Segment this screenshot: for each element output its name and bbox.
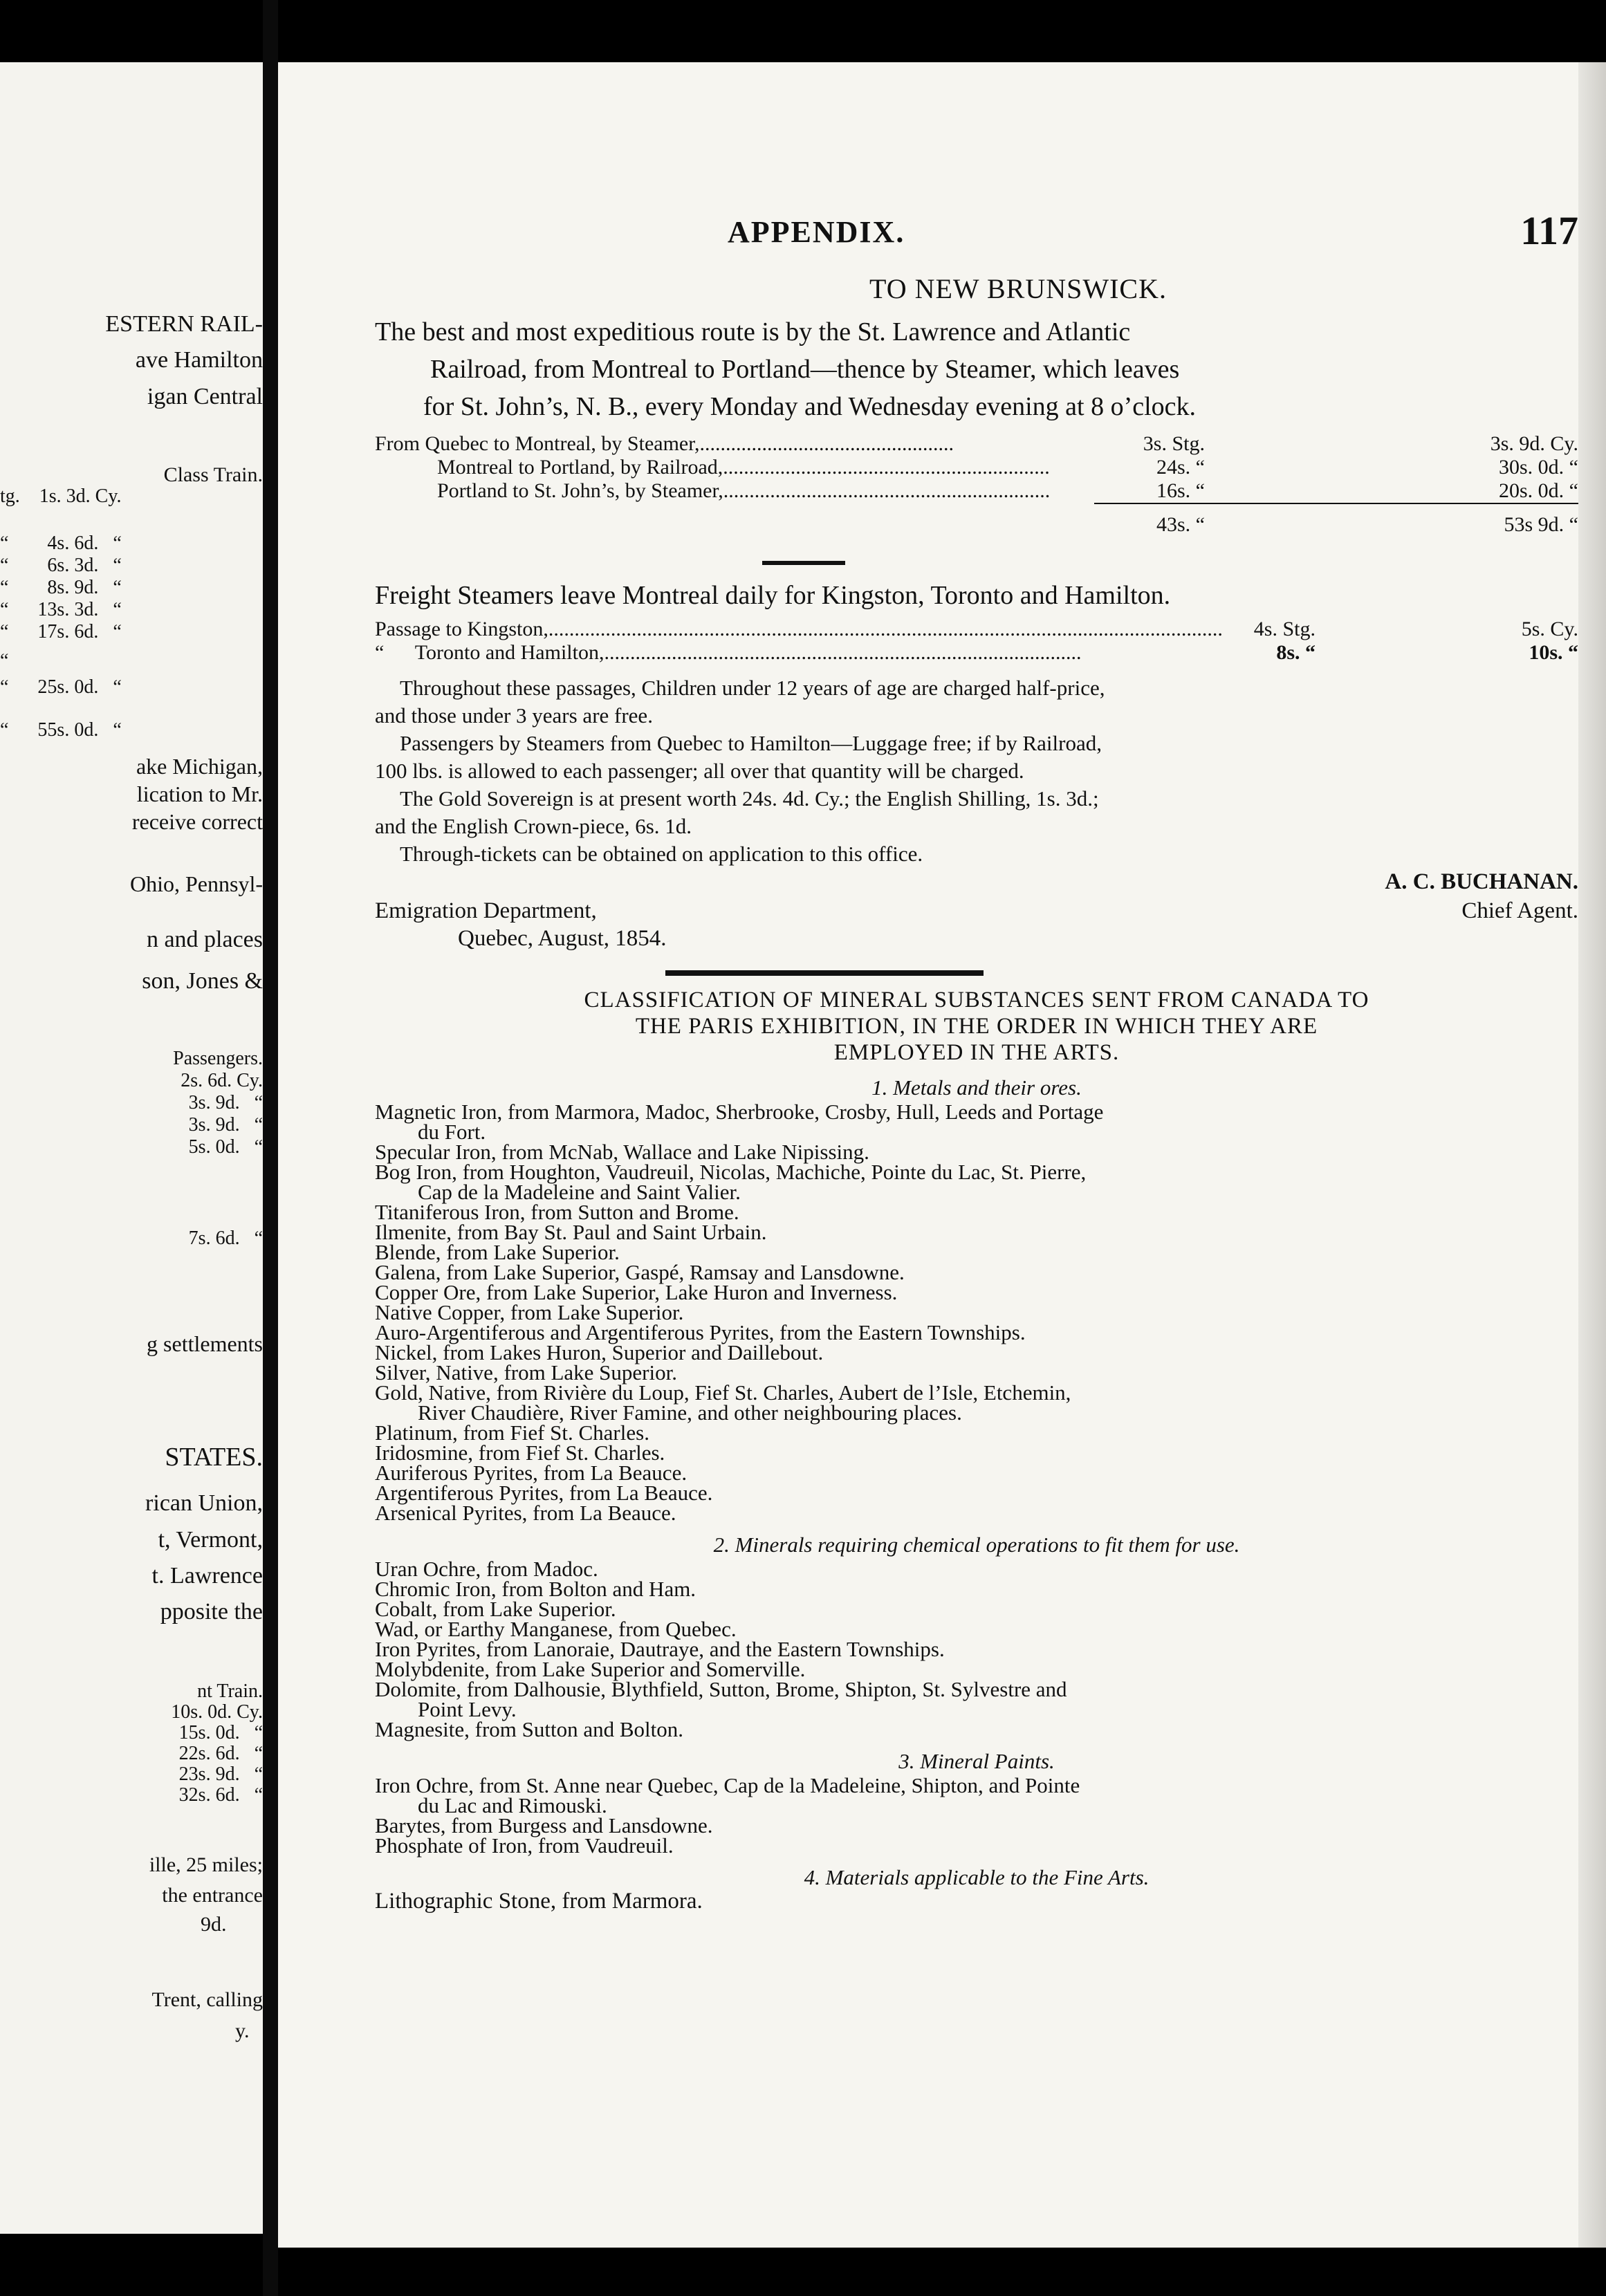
left-line: t. Lawrence [151,1563,263,1589]
intro-line: Railroad, from Montreal to Portland—thence by Steamer, which leaves [430,355,1180,384]
page-number: 117 [1520,208,1578,253]
running-head-title: APPENDIX. [728,215,905,249]
mineral-item: Wad, or Earthy Manganese, from Quebec. [375,1617,737,1641]
classification-title [375,987,1578,1066]
fare-table-new-brunswick [375,432,1578,546]
mineral-item-cont: Cap de la Madeleine and Saint Valier. [418,1180,741,1204]
mineral-item: Dolomite, from Dalhousie, Blythfield, Sutton, Brome, Shipton, St. Sylvestre and [375,1677,1067,1701]
note-line: and those under 3 years are free. [375,703,653,728]
fare-row: Passage to Kingston,.................................................................................................................................. 4s. Stg. 5s. Cy. [375,618,1578,640]
mineral-item: Lithographic Stone, from Marmora. [375,1889,703,1914]
fare-table-freight [375,618,1578,665]
left-line: “ 13s. 3d. “ [0,599,122,620]
fare-row: “ Toronto and Hamilton,............................................................................................ 8s. “ 10s. “ [375,641,1578,664]
fare-route: Portland to St. John’s, by Steamer, [437,479,723,502]
left-line: 3s. 9d. “ [188,1092,263,1113]
mineral-item-cont: River Chaudière, River Famine, and other neighbouring places. [418,1400,962,1425]
fare-route: Passage to Kingston, [375,618,548,640]
fare-cy: 3s. 9d. Cy. [1490,432,1578,455]
left-line: 15s. 0d. “ [178,1722,263,1743]
left-line: 23s. 9d. “ [178,1763,263,1785]
signature-title: Chief Agent. [1461,898,1578,923]
mineral-item: Cobalt, from Lake Superior. [375,1597,616,1621]
mineral-item: Platinum, from Fief St. Charles. [375,1420,649,1445]
class-title-line: CLASSIFICATION OF MINERAL SUBSTANCES SENT FROM CANADA TO [584,988,1369,1012]
mineral-item: Nickel, from Lakes Huron, Superior and Daillebout. [375,1340,824,1364]
mineral-item-cont: du Fort. [418,1120,486,1144]
left-line: STATES. [165,1443,263,1472]
left-line: g settlements [147,1331,263,1356]
fare-stg: 24s. “ [1156,456,1205,479]
left-line: 32s. 6d. “ [178,1784,263,1806]
left-line: “ 8s. 9d. “ [0,577,122,598]
mineral-item: Titaniferous Iron, from Sutton and Brome. [375,1200,739,1224]
mineral-item: Iridosmine, from Fief St. Charles. [375,1441,665,1465]
note-line: Throughout these passages, Children under 12 years of age are charged half-price, [400,676,1105,700]
left-line: Passengers. [173,1048,263,1069]
left-line: son, Jones & [142,968,263,994]
mineral-item: Uran Ochre, from Madoc. [375,1557,598,1581]
section-divider-bold [665,970,984,976]
left-line: “ 4s. 6d. “ [0,533,122,554]
mineral-item: Chromic Iron, from Bolton and Ham. [375,1577,696,1601]
left-line: lication to Mr. [136,781,263,806]
mineral-item: Gold, Native, from Rivière du Loup, Fief St. Charles, Aubert de l’Isle, Etchemin, [375,1380,1071,1405]
left-line: Ohio, Pennsyl- [130,871,263,896]
fare-cy: 5s. Cy. [1521,618,1578,640]
subsection-heading: 1. Metals and their ores. [871,1075,1082,1100]
mineral-item: Blende, from Lake Superior. [375,1240,620,1264]
fare-row: From Quebec to Montreal, by Steamer,................................................. 3s. Stg. 3s. 9d. Cy. [375,432,1578,455]
intro-line: The best and most expeditious route is by the St. Lawrence and Atlantic [375,317,1131,346]
left-line: Trent, calling [151,1988,263,2011]
note-line: and the English Crown-piece, 6s. 1d. [375,814,692,838]
left-line: n and places [146,927,263,952]
note-line: Passengers by Steamers from Quebec to Hamilton—Luggage free; if by Railroad, [400,731,1102,755]
fare-row: Montreal to Portland, by Railroad,............................................................... 24s. “ 30s. 0d. “ [437,456,1578,479]
page-edge-shadow [1578,62,1606,2248]
mineral-item: Ilmenite, from Bay St. Paul and Saint Urbain. [375,1220,767,1244]
left-line: ave Hamilton [135,347,263,373]
left-page-fragment [0,62,263,2234]
fare-stg: 4s. Stg. [1253,618,1316,640]
running-header [375,207,1578,263]
section-title-new-brunswick: TO NEW BRUNSWICK. [869,273,1167,304]
fare-total-row [375,503,1578,546]
left-line: rican Union, [145,1490,263,1516]
left-line: tg. 1s. 3d. Cy. [0,485,122,507]
subsection-heading: 4. Materials applicable to the Fine Arts. [804,1865,1150,1889]
fare-cy: 20s. 0d. “ [1205,479,1578,503]
signature-block [375,868,1578,958]
mineral-item: Copper Ore, from Lake Superior, Lake Huron and Inverness. [375,1280,898,1304]
fare-stg: 16s. “ [1094,479,1205,503]
page-117 [278,62,1606,2248]
mineral-item: Iron Ochre, from St. Anne near Quebec, Cap de la Madeleine, Shipton, and Pointe [375,1773,1080,1797]
left-line: 5s. 0d. “ [188,1136,263,1158]
mineral-item: Native Copper, from Lake Superior. [375,1300,684,1324]
mineral-item-cont: Point Levy. [418,1697,517,1721]
mineral-list-2 [375,1559,1578,1739]
mineral-item: Bog Iron, from Houghton, Vaudreuil, Nicolas, Machiche, Pointe du Lac, St. Pierre, [375,1160,1087,1184]
left-line: 2s. 6d. Cy. [181,1070,263,1091]
left-line: 22s. 6d. “ [178,1743,263,1764]
mineral-list-1 [375,1102,1578,1523]
left-line: “ [0,650,9,672]
left-line: 9d. [201,1913,227,1936]
left-line: “ 55s. 0d. “ [0,719,122,741]
fare-cy: 10s. “ [1529,641,1578,664]
subsection-heading: 3. Mineral Paints. [898,1749,1055,1773]
fare-cy: 30s. 0d. “ [1499,456,1578,479]
mineral-item: Silver, Native, from Lake Superior. [375,1360,677,1385]
left-line: ESTERN RAIL- [105,311,263,337]
mineral-item: Magnetic Iron, from Marmora, Madoc, Sherbrooke, Crosby, Hull, Leeds and Portage [375,1100,1104,1124]
mineral-item: Auro-Argentiferous and Argentiferous Pyrites, from the Eastern Townships. [375,1320,1026,1344]
signature-name: A. C. BUCHANAN. [1385,869,1578,894]
freight-notes [375,674,1578,868]
freight-heading: Freight Steamers leave Montreal daily for Kingston, Toronto and Hamilton. [375,581,1171,610]
subsection-heading: 2. Minerals requiring chemical operations to fit them for use. [713,1533,1240,1557]
left-line: nt Train. [197,1681,263,1702]
mineral-list-4 [375,1889,1578,1914]
left-line: “ 6s. 3d. “ [0,555,122,576]
intro-line: for St. John’s, N. B., every Monday and Wednesday evening at 8 o’clock. [423,392,1197,421]
fare-stg: 8s. “ [1276,641,1316,664]
mineral-item: Auriferous Pyrites, from La Beauce. [375,1461,687,1485]
mineral-item: Arsenical Pyrites, from La Beauce. [375,1501,676,1525]
left-line: Class Train. [163,463,263,486]
left-line: ake Michigan, [136,754,263,779]
class-title-line: THE PARIS EXHIBITION, IN THE ORDER IN WHICH THEY ARE [635,1014,1318,1039]
mineral-item-cont: du Lac and Rimouski. [418,1793,607,1817]
fare-total-cy: 53s 9d. “ [1504,513,1578,536]
mineral-item: Barytes, from Burgess and Lansdowne. [375,1813,713,1837]
mineral-item: Galena, from Lake Superior, Gaspé, Ramsay and Lansdowne. [375,1260,905,1284]
left-line: ille, 25 miles; [149,1853,263,1876]
signature-department: Emigration Department, [375,898,597,923]
mineral-list-3 [375,1773,1578,1858]
fare-stg: 3s. Stg. [1143,432,1205,455]
mineral-item: Molybdenite, from Lake Superior and Somerville. [375,1657,806,1681]
note-line: The Gold Sovereign is at present worth 24s. 4d. Cy.; the English Shilling, 1s. 3d.; [400,786,1099,811]
signature-place-date: Quebec, August, 1854. [458,926,667,951]
note-line: Through-tickets can be obtained on application to this office. [400,842,923,866]
fare-route: From Quebec to Montreal, by Steamer, [375,432,700,455]
new-brunswick-intro [375,313,1578,425]
mineral-item: Argentiferous Pyrites, from La Beauce. [375,1481,713,1505]
page-content [375,207,1578,1914]
left-line: 7s. 6d. “ [188,1228,263,1249]
mineral-item: Iron Pyrites, from Lanoraie, Dautraye, and the Eastern Townships. [375,1637,945,1661]
fare-route: “ Toronto and Hamilton, [375,641,604,664]
left-line: 3s. 9d. “ [188,1114,263,1136]
left-line: pposite the [160,1599,263,1624]
left-line: igan Central [147,384,263,409]
book-gutter [263,0,278,2296]
fare-row: Portland to St. John’s, by Steamer,............................................................... 16s. “ 20s. 0d. “ [437,479,1578,502]
left-line: t, Vermont, [158,1527,263,1553]
left-line: “ 17s. 6d. “ [0,621,122,642]
left-line: the entrance [162,1884,263,1907]
mineral-item: Specular Iron, from McNab, Wallace and Lake Nipissing. [375,1140,869,1164]
mineral-item: Magnesite, from Sutton and Bolton. [375,1717,684,1741]
fare-route: Montreal to Portland, by Railroad, [437,456,723,479]
class-title-line: EMPLOYED IN THE ARTS. [833,1040,1120,1065]
mineral-item: Phosphate of Iron, from Vaudreuil. [375,1833,674,1858]
left-line: 10s. 0d. Cy. [171,1701,263,1723]
fare-total-stg: 43s. “ [1156,513,1205,536]
left-line: y. [235,2019,250,2042]
note-line: 100 lbs. is allowed to each passenger; all over that quantity will be charged. [375,759,1024,783]
left-line: “ 25s. 0d. “ [0,676,122,698]
section-divider [762,561,845,565]
left-line: receive correct [131,809,263,834]
